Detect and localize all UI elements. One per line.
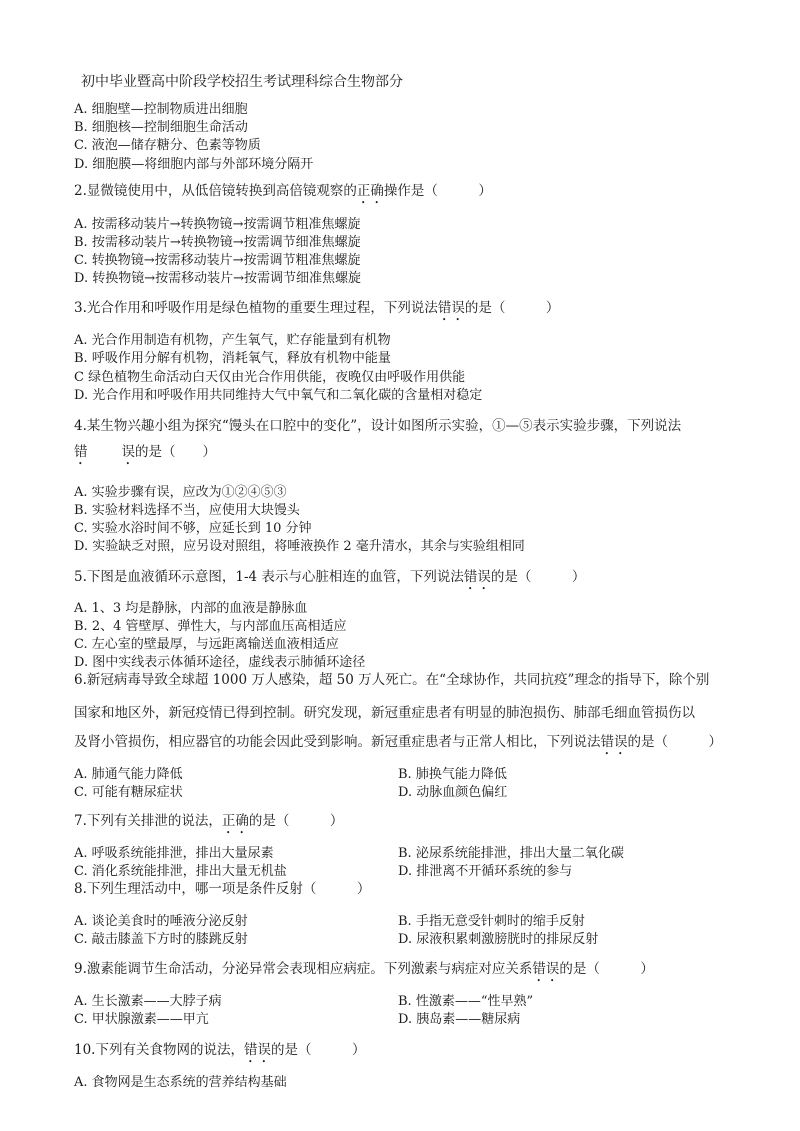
q7-stem-post: 的是（ ）: [248, 813, 344, 829]
q9-option-b: B. 性激素——“性早熟”: [398, 994, 534, 1009]
q1-option-d: D. 细胞膜—将细胞内部与外部环境分隔开: [74, 157, 314, 172]
q3-stem-post: 的是（ ）: [464, 300, 560, 316]
q3-stem-emphasis: 错误: [437, 300, 465, 316]
q7-stem: [74, 813, 343, 837]
q7-option-a: A. 呼吸系统能排泄，排出大量尿素: [74, 846, 274, 861]
q4-stem-line1: 4.某生物兴趣小组为探究“馒头在口腔中的变化”，设计如图所示实验，①—⑤表示实验步骤，下列说法: [74, 418, 682, 434]
q6-stem-line2: 国家和地区外，新冠疫情已得到控制。研究发现，新冠重症患者有明显的肺泡损伤、肺部毛细血管损伤以: [74, 705, 695, 721]
q8-option-b: B. 手指无意受针刺时的缩手反射: [398, 914, 585, 929]
q3-stem-pre: 3.光合作用和呼吸作用是绿色植物的重要生理过程，下列说法: [74, 300, 438, 316]
q2-stem-pre: 2.显微镜使用中，从低倍镜转换到高倍镜观察的: [74, 183, 357, 199]
q5-option-a: A. 1、3 均是静脉，内部的血液是静脉血: [74, 601, 308, 616]
q4-option-c: C. 实验水浴时间不够，应延长到 10 分钟: [74, 521, 312, 536]
q2-option-a: A. 按需移动装片→转换物镜→按需调节粗准焦螺旋: [74, 217, 361, 232]
q2-stem: [74, 183, 492, 207]
q6-stem-post: 的是（ ）: [627, 734, 722, 750]
q8-stem: 8.下列生理活动中，哪一项是条件反射（ ）: [74, 881, 371, 897]
q4-stem-post: 的是（ ）: [135, 444, 216, 460]
q6-option-b: B. 肺换气能力降低: [398, 767, 507, 782]
q7-option-c: C. 消化系统能排泄，排出大量无机盐: [74, 864, 287, 879]
q4-option-b: B. 实验材料选择不当，应使用大块馒头: [74, 503, 300, 518]
q6-stem-emphasis: 错误: [600, 734, 628, 750]
q4-stem-emphasis-1: 错: [74, 444, 88, 460]
q1-option-b: B. 细胞核—控制细胞生命活动: [74, 120, 248, 135]
q7-stem-pre: 7.下列有关排泄的说法，: [74, 813, 222, 829]
q10-option-a: A. 食物网是生态系统的营养结构基础: [74, 1075, 287, 1090]
q4-option-a: A. 实验步骤有误，应改为①②④⑤③: [74, 485, 287, 500]
q5-stem-emphasis: 错误: [463, 569, 491, 585]
q7-option-b: B. 泌尿系统能排泄，排出大量二氧化碳: [398, 846, 624, 861]
q10-stem: [74, 1042, 365, 1066]
q5-stem-post: 的是（ ）: [490, 569, 586, 585]
q8-option-d: D. 尿液积累刺激膀胱时的排尿反射: [398, 932, 599, 947]
q3-option-a: A. 光合作用制造有机物，产生氧气，贮存能量到有机物: [74, 333, 391, 348]
q3-option-b: B. 呼吸作用分解有机物，消耗氧气，释放有机物中能量: [74, 351, 391, 366]
q2-stem-post: 操作是（ ）: [383, 183, 492, 199]
page-title: 初中毕业暨高中阶段学校招生考试理科综合生物部分: [81, 74, 403, 90]
q9-stem: [74, 961, 654, 985]
q4-option-d: D. 实验缺乏对照，应另设对照组，将唾液换作 2 毫升清水，其余与实验组相同: [74, 539, 525, 554]
q3-stem: [74, 300, 559, 324]
q4-stem-emphasis-2: 误: [121, 444, 135, 460]
q6-stem-line1: 6.新冠病毒导致全球超 1000 万人感染，超 50 万人死亡。在“全球协作，共同抗疫”理念的指导下，除个别: [74, 672, 710, 688]
q6-option-c: C. 可能有糖尿症状: [74, 785, 183, 800]
q2-stem-emphasis: 正确: [356, 183, 384, 199]
q9-option-d: D. 胰岛素——糖尿病: [398, 1012, 521, 1027]
q6-stem-pre: 及肾小管损伤，相应器官的功能会因此受到影响。新冠重症患者与正常人相比，下列说法: [74, 734, 601, 750]
q2-option-b: B. 按需移动装片→转换物镜→按需调节细准焦螺旋: [74, 235, 361, 250]
q10-stem-pre: 10.下列有关食物网的说法，: [74, 1042, 244, 1058]
q6-option-d: D. 动脉血颜色偏红: [398, 785, 508, 800]
q5-option-b: B. 2、4 管壁厚、弹性大，与内部血压高相适应: [74, 619, 347, 634]
q9-stem-pre: 9.激素能调节生命活动，分泌异常会表现相应病症。下列激素与病症对应关系: [74, 961, 533, 977]
q5-option-c: C. 左心室的壁最厚，与远距离输送血液相适应: [74, 637, 339, 652]
q10-stem-emphasis: 错误: [243, 1042, 271, 1058]
q4-stem-line2: [74, 444, 216, 468]
q3-option-c: C 绿色植物生命活动白天仅由光合作用供能，夜晚仅由呼吸作用供能: [74, 370, 466, 385]
q1-option-a: A. 细胞壁—控制物质进出细胞: [74, 102, 248, 117]
q1-option-c: C. 液泡—储存糖分、色素等物质: [74, 138, 261, 153]
q8-option-a: A. 谈论美食时的唾液分泌反射: [74, 914, 248, 929]
q2-option-c: C. 转换物镜→按需移动装片→按需调节粗准焦螺旋: [74, 253, 361, 268]
q8-option-c: C. 敲击膝盖下方时的膝跳反射: [74, 932, 248, 947]
q6-stem-line3: [74, 734, 722, 758]
q9-stem-emphasis: 错误: [532, 961, 560, 977]
q7-stem-emphasis: 正确: [221, 813, 249, 829]
q9-stem-post: 的是（ ）: [559, 961, 654, 977]
q2-option-d: D. 转换物镜→按需移动装片→按需调节细准焦螺旋: [74, 271, 362, 286]
q5-stem-pre: 5.下图是血液循环示意图，1-4 表示与心脏相连的血管，下列说法: [74, 569, 464, 585]
q7-option-d: D. 排泄离不开循环系统的参与: [398, 864, 573, 879]
q9-option-a: A. 生长激素——大脖子病: [74, 994, 222, 1009]
q9-option-c: C. 甲状腺激素——甲亢: [74, 1012, 209, 1027]
q5-option-d: D. 图中实线表示体循环途径，虚线表示肺循环途径: [74, 655, 366, 670]
q10-stem-post: 的是（ ）: [270, 1042, 366, 1058]
q6-option-a: A. 肺通气能力降低: [74, 767, 183, 782]
q3-option-d: D. 光合作用和呼吸作用共同维持大气中氧气和二氧化碳的含量相对稳定: [74, 388, 483, 403]
q5-stem: [74, 569, 585, 593]
